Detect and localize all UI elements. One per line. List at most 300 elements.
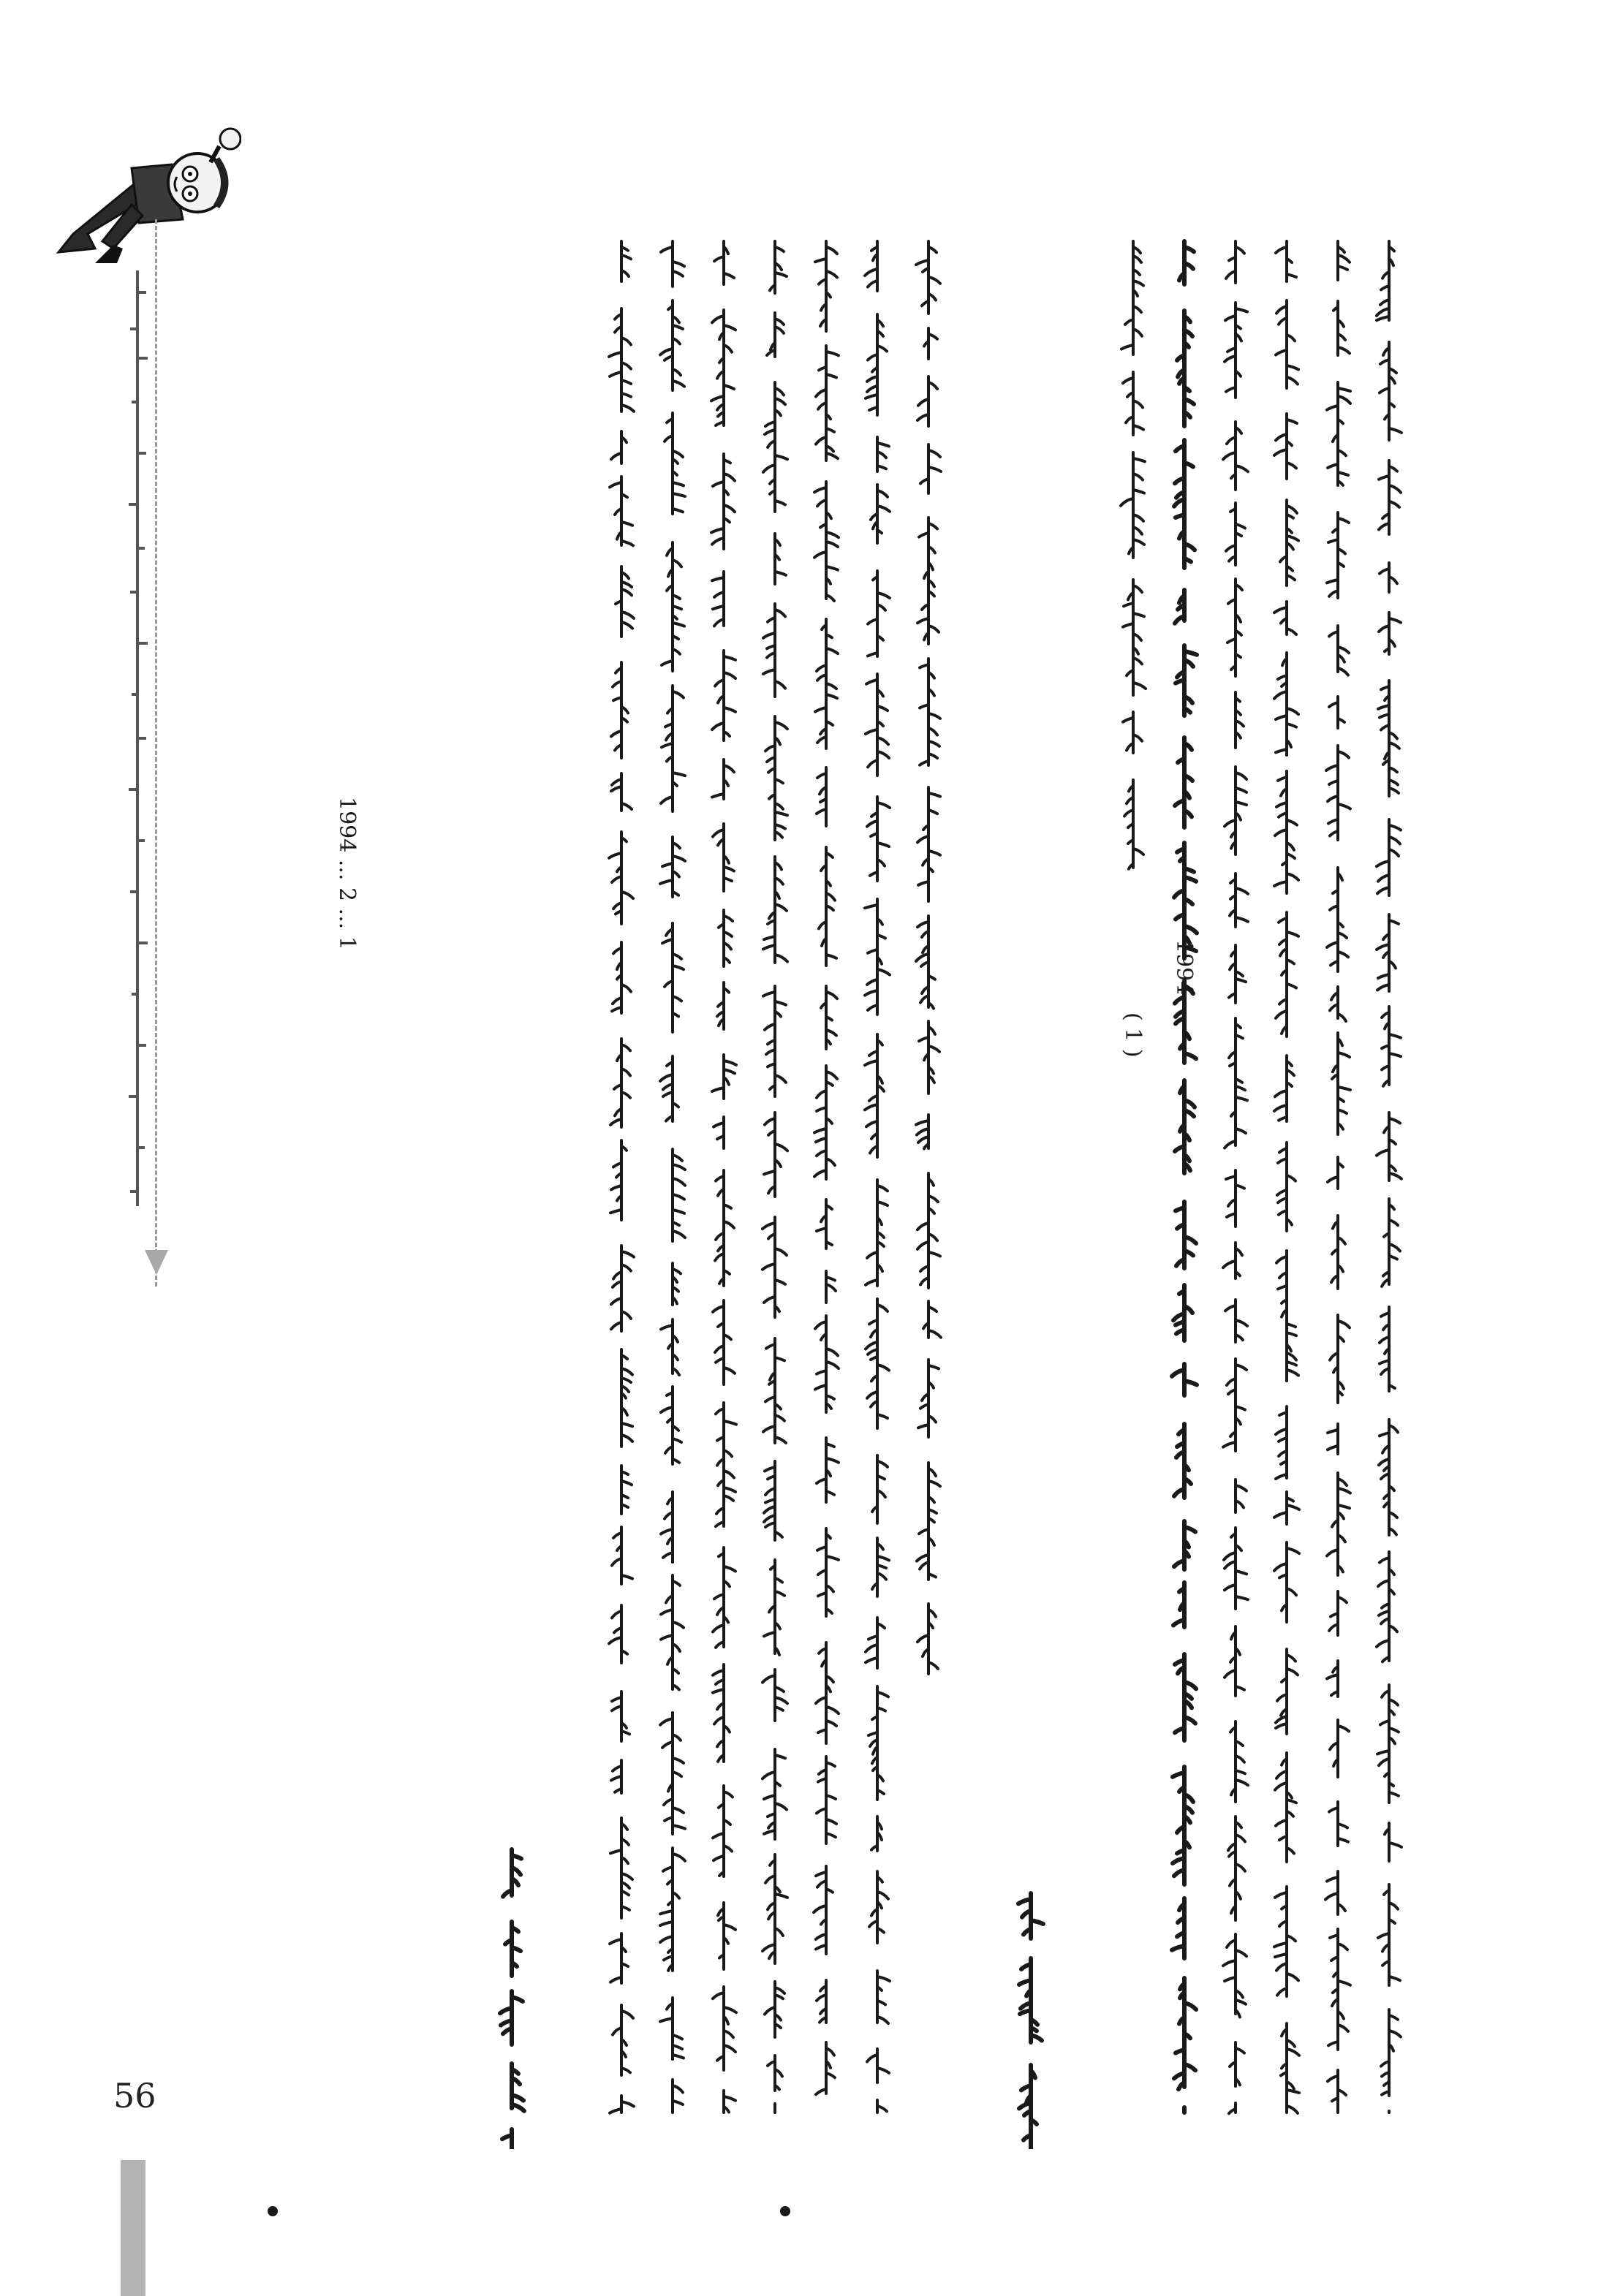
glyph-stroke xyxy=(1389,1244,1400,1251)
glyph-stroke xyxy=(1275,1783,1287,1790)
glyph-stroke xyxy=(1326,765,1338,770)
glyph-stroke xyxy=(1389,1173,1401,1179)
glyph-stroke xyxy=(1287,1669,1298,1675)
glyph-stroke xyxy=(1275,1954,1287,1957)
glyph-stroke xyxy=(713,606,724,609)
glyph-stroke xyxy=(1225,316,1236,320)
glyph-stroke xyxy=(775,681,785,689)
glyph-stroke xyxy=(866,1658,877,1662)
glyph-stroke xyxy=(814,1170,826,1177)
glyph-stroke xyxy=(611,1186,621,1189)
glyph-stroke xyxy=(826,567,838,570)
glyph-stroke xyxy=(1389,1053,1401,1056)
glyph-stroke xyxy=(621,405,634,412)
glyph-stroke xyxy=(775,955,787,962)
glyph-stroke xyxy=(816,2089,826,2094)
glyph-stroke xyxy=(1133,849,1143,855)
glyph-stroke xyxy=(1377,985,1389,990)
glyph-stroke xyxy=(1236,773,1246,779)
glyph-stroke xyxy=(1276,749,1287,752)
glyph-stroke xyxy=(673,1164,685,1170)
glyph-stroke xyxy=(775,610,785,616)
glyph-stroke xyxy=(1236,466,1248,471)
glyph-stroke xyxy=(867,821,877,827)
text-column xyxy=(763,241,787,2113)
glyph-stroke xyxy=(815,259,826,262)
glyph-stroke xyxy=(1225,356,1236,362)
glyph-stroke xyxy=(1133,613,1144,616)
glyph-stroke xyxy=(816,390,826,397)
glyph-stroke xyxy=(816,1945,826,1950)
glyph-stroke xyxy=(918,922,928,927)
glyph-stroke xyxy=(1377,887,1389,893)
glyph-stroke xyxy=(1328,1177,1338,1182)
glyph-stroke xyxy=(826,1362,839,1368)
glyph-stroke xyxy=(775,501,785,504)
glyph-stroke xyxy=(621,2011,633,2018)
glyph-stroke xyxy=(814,552,826,558)
glyph-stroke xyxy=(711,396,724,401)
glyph-stroke xyxy=(724,1925,735,1930)
glyph-stroke xyxy=(1338,1505,1350,1508)
glyph-stroke xyxy=(1276,803,1287,807)
glyph-stroke xyxy=(1327,942,1338,947)
glyph-stroke xyxy=(1378,1933,1389,1938)
glyph-stroke xyxy=(1276,1474,1287,1479)
text-column xyxy=(500,1849,524,2149)
glyph-stroke xyxy=(621,1435,632,1441)
glyph-stroke xyxy=(1236,2000,1246,2004)
glyph-stroke xyxy=(814,1906,826,1912)
glyph-stroke xyxy=(713,1306,724,1312)
glyph-stroke xyxy=(621,622,632,629)
glyph-stroke xyxy=(713,1993,724,1998)
glyph-stroke xyxy=(775,1697,787,1703)
date-fragment: 1994 ... 2 ... 1 xyxy=(334,797,360,950)
body-text-columns xyxy=(234,212,1404,2149)
glyph-stroke xyxy=(1377,1150,1389,1156)
glyph-stroke xyxy=(1225,1306,1236,1311)
glyph-stroke xyxy=(611,1322,621,1329)
glyph-stroke xyxy=(1379,476,1389,480)
glyph-stroke xyxy=(763,1426,775,1432)
glyph-stroke xyxy=(877,1461,888,1467)
text-column xyxy=(1377,241,1401,2113)
glyph-stroke xyxy=(610,1119,621,1125)
glyph-stroke xyxy=(1275,1893,1287,1898)
glyph-stroke xyxy=(621,589,632,595)
glyph-stroke xyxy=(1179,1291,1184,1294)
glyph-stroke xyxy=(1123,378,1133,383)
glyph-stroke xyxy=(928,467,941,471)
glyph-stroke xyxy=(775,812,787,815)
glyph-stroke xyxy=(1389,1118,1400,1123)
glyph-stroke xyxy=(609,853,621,858)
glyph-stroke xyxy=(724,867,734,871)
glyph-stroke xyxy=(1276,1257,1287,1263)
glyph-stroke xyxy=(713,1670,724,1675)
glyph-stroke xyxy=(673,2085,683,2092)
glyph-stroke xyxy=(1338,1053,1350,1057)
glyph-stroke xyxy=(1274,882,1287,886)
glyph-stroke xyxy=(621,2102,634,2107)
glyph-stroke xyxy=(775,1437,786,1443)
glyph-stroke xyxy=(775,398,785,404)
glyph-stroke xyxy=(724,385,734,389)
glyph-stroke xyxy=(826,1707,839,1713)
glyph-stroke xyxy=(877,843,889,846)
year-fragment: 1994 xyxy=(1171,939,1197,996)
bullet-dot xyxy=(268,2206,278,2216)
glyph-stroke xyxy=(1236,1485,1246,1491)
glyph-stroke xyxy=(724,505,735,512)
glyph-stroke xyxy=(1287,708,1298,714)
glyph-stroke xyxy=(1389,1034,1401,1038)
glyph-stroke xyxy=(1338,668,1348,675)
glyph-stroke xyxy=(673,1825,685,1829)
glyph-stroke xyxy=(816,1697,826,1703)
glyph-stroke xyxy=(673,1194,684,1200)
glyph-stroke xyxy=(1338,1321,1350,1327)
glyph-stroke xyxy=(662,1742,673,1748)
glyph-stroke xyxy=(877,1305,888,1311)
glyph-stroke xyxy=(867,2055,877,2061)
glyph-stroke xyxy=(866,730,877,734)
glyph-stroke xyxy=(867,1392,877,1398)
glyph-stroke xyxy=(1377,944,1389,950)
glyph-stroke xyxy=(621,1423,632,1426)
glyph-stroke xyxy=(1389,428,1401,433)
glyph-stroke xyxy=(877,1892,888,1899)
glyph-stroke xyxy=(1276,247,1287,253)
glyph-stroke xyxy=(775,1755,785,1758)
glyph-stroke xyxy=(673,493,685,496)
glyph-stroke xyxy=(724,2096,735,2101)
glyph-stroke xyxy=(1338,751,1349,757)
glyph-stroke xyxy=(1225,1561,1236,1569)
glyph-stroke xyxy=(661,1407,673,1412)
glyph-stroke xyxy=(662,661,673,665)
glyph-stroke xyxy=(1379,523,1389,529)
glyph-stroke xyxy=(1176,515,1184,518)
glyph-stroke xyxy=(1338,1726,1349,1731)
glyph-stroke xyxy=(1287,2106,1298,2113)
glyph-stroke xyxy=(877,706,888,711)
header-dashed-rule xyxy=(155,219,157,1287)
parenthetical-1: ( 1 ) xyxy=(1120,1012,1146,1058)
glyph-stroke xyxy=(764,1507,775,1513)
glyph-stroke xyxy=(661,1325,673,1329)
glyph-stroke xyxy=(610,1850,621,1853)
glyph-stroke xyxy=(775,1249,787,1255)
glyph-stroke xyxy=(1389,743,1399,749)
glyph-stroke xyxy=(826,542,838,547)
text-column xyxy=(1172,241,1197,2113)
glyph-stroke xyxy=(877,803,890,808)
glyph-stroke xyxy=(1327,406,1338,410)
glyph-stroke xyxy=(1276,350,1287,355)
glyph-stroke xyxy=(867,1252,877,1258)
glyph-stroke xyxy=(1338,518,1349,523)
glyph-stroke xyxy=(916,954,928,961)
glyph-stroke xyxy=(1121,345,1133,349)
glyph-stroke xyxy=(662,743,673,747)
glyph-stroke xyxy=(1287,377,1298,384)
glyph-stroke xyxy=(775,455,787,459)
glyph-stroke xyxy=(877,1977,890,1981)
glyph-stroke xyxy=(673,856,685,861)
glyph-stroke xyxy=(763,1772,775,1778)
glyph-stroke xyxy=(816,1934,826,1939)
glyph-stroke xyxy=(610,1939,621,1944)
glyph-stroke xyxy=(1223,1261,1236,1268)
glyph-stroke xyxy=(816,437,826,444)
glyph-stroke xyxy=(1287,365,1298,369)
glyph-stroke xyxy=(816,1872,826,1876)
text-column xyxy=(711,241,736,2113)
glyph-stroke xyxy=(611,1298,621,1304)
glyph-stroke xyxy=(928,626,939,632)
glyph-stroke xyxy=(621,612,634,618)
glyph-stroke xyxy=(661,247,673,252)
glyph-stroke xyxy=(660,1075,673,1081)
glyph-stroke xyxy=(928,713,940,719)
glyph-stroke xyxy=(865,990,877,996)
glyph-stroke xyxy=(1236,308,1247,311)
glyph-stroke xyxy=(866,1280,877,1285)
glyph-stroke xyxy=(1338,1488,1350,1493)
glyph-stroke xyxy=(621,803,632,809)
glyph-stroke xyxy=(764,1795,775,1799)
glyph-stroke xyxy=(866,680,877,684)
glyph-stroke xyxy=(660,1922,673,1925)
glyph-stroke xyxy=(661,1610,673,1615)
glyph-stroke xyxy=(1274,1943,1287,1947)
glyph-stroke xyxy=(1287,874,1298,880)
glyph-stroke xyxy=(621,541,633,545)
glyph-stroke xyxy=(712,723,724,730)
glyph-stroke xyxy=(1327,1877,1338,1882)
glyph-stroke xyxy=(1287,820,1297,825)
glyph-stroke xyxy=(1378,1580,1389,1586)
glyph-stroke xyxy=(775,1803,787,1810)
glyph-stroke xyxy=(621,1368,632,1375)
glyph-stroke xyxy=(621,1575,632,1579)
text-column xyxy=(1325,241,1350,2113)
glyph-stroke xyxy=(917,1129,928,1135)
glyph-stroke xyxy=(764,1297,775,1303)
glyph-stroke xyxy=(763,670,775,674)
glyph-stroke xyxy=(763,945,775,950)
glyph-stroke xyxy=(1223,1960,1236,1966)
glyph-stroke xyxy=(1276,1820,1287,1826)
glyph-stroke xyxy=(765,430,775,434)
glyph-stroke xyxy=(1327,580,1338,583)
glyph-stroke xyxy=(621,1873,632,1879)
glyph-stroke xyxy=(1031,2028,1037,2031)
glyph-stroke xyxy=(1328,464,1338,468)
glyph-stroke xyxy=(826,1349,838,1355)
glyph-stroke xyxy=(1338,2025,1348,2031)
glyph-stroke xyxy=(1236,1129,1246,1133)
glyph-stroke xyxy=(1287,536,1298,541)
glyph-stroke xyxy=(712,794,724,797)
glyph-stroke xyxy=(877,1202,888,1205)
glyph-stroke xyxy=(621,1251,634,1257)
glyph-stroke xyxy=(609,1637,621,1643)
glyph-stroke xyxy=(673,271,683,276)
glyph-stroke xyxy=(918,1242,928,1249)
glyph-stroke xyxy=(1389,501,1399,507)
glyph-stroke xyxy=(1287,506,1297,513)
glyph-stroke xyxy=(661,1635,673,1640)
glyph-stroke xyxy=(764,1171,775,1175)
glyph-stroke xyxy=(673,773,685,776)
glyph-stroke xyxy=(1276,1963,1287,1971)
glyph-stroke xyxy=(1338,396,1350,403)
glyph-stroke xyxy=(724,2007,736,2012)
glyph-stroke xyxy=(712,538,724,545)
header-arrow-marker xyxy=(145,1250,168,1275)
glyph-stroke xyxy=(775,825,785,829)
glyph-stroke xyxy=(867,376,877,382)
glyph-stroke xyxy=(673,623,684,626)
glyph-stroke xyxy=(673,451,683,457)
glyph-stroke xyxy=(763,1944,775,1951)
glyph-stroke xyxy=(826,648,838,653)
glyph-stroke xyxy=(1338,804,1350,808)
glyph-stroke xyxy=(1276,306,1287,314)
glyph-stroke xyxy=(1236,1950,1246,1956)
glyph-stroke xyxy=(673,381,684,387)
glyph-stroke xyxy=(610,482,621,487)
glyph-stroke xyxy=(1389,485,1401,493)
text-column xyxy=(1018,1893,1043,2149)
glyph-stroke xyxy=(1236,917,1248,922)
glyph-stroke xyxy=(865,1061,877,1065)
glyph-stroke xyxy=(1225,820,1236,826)
glyph-stroke xyxy=(826,374,836,377)
glyph-stroke xyxy=(712,577,724,580)
glyph-stroke xyxy=(826,532,839,537)
text-column xyxy=(1274,241,1299,2113)
glyph-stroke xyxy=(673,482,684,485)
glyph-stroke xyxy=(877,506,890,512)
glyph-stroke xyxy=(713,1625,724,1632)
glyph-stroke xyxy=(660,2018,673,2021)
glyph-stroke xyxy=(1224,1553,1236,1560)
glyph-stroke xyxy=(724,1471,734,1478)
glyph-stroke xyxy=(826,694,837,698)
glyph-stroke xyxy=(711,528,724,532)
glyph-stroke xyxy=(660,1911,673,1914)
glyph-stroke xyxy=(865,905,877,908)
glyph-stroke xyxy=(724,2045,735,2052)
glyph-stroke xyxy=(1338,388,1350,391)
glyph-stroke xyxy=(775,273,787,276)
glyph-stroke xyxy=(724,1221,734,1228)
glyph-stroke xyxy=(610,1210,621,1213)
glyph-stroke xyxy=(673,1854,685,1861)
glyph-stroke xyxy=(1275,1091,1287,1096)
glyph-stroke xyxy=(673,1808,684,1813)
glyph-stroke xyxy=(1133,515,1143,521)
glyph-stroke xyxy=(1287,1505,1299,1509)
glyph-stroke xyxy=(1223,1442,1236,1447)
glyph-stroke xyxy=(814,488,826,492)
glyph-stroke xyxy=(867,386,877,392)
glyph-stroke xyxy=(1287,1548,1299,1553)
glyph-stroke xyxy=(1225,1670,1236,1678)
glyph-stroke xyxy=(1236,1571,1246,1574)
glyph-stroke xyxy=(928,450,940,457)
glyph-stroke xyxy=(1389,825,1401,830)
glyph-stroke xyxy=(1276,434,1287,440)
glyph-stroke xyxy=(1276,1771,1287,1778)
glyph-stroke xyxy=(1377,861,1389,866)
mascot-illustration xyxy=(44,124,241,270)
glyph-stroke xyxy=(1223,452,1236,459)
glyph-stroke xyxy=(1378,705,1389,709)
glyph-stroke xyxy=(1236,1320,1247,1326)
glyph-stroke xyxy=(724,765,734,772)
glyph-stroke xyxy=(826,1072,837,1079)
glyph-stroke xyxy=(673,509,683,512)
glyph-stroke xyxy=(775,572,786,575)
glyph-stroke xyxy=(1389,1843,1401,1847)
page-side-tab xyxy=(121,2160,145,2296)
glyph-stroke xyxy=(866,1645,877,1652)
glyph-stroke xyxy=(1377,1751,1389,1754)
glyph-stroke xyxy=(1328,1430,1338,1433)
glyph-stroke xyxy=(928,1252,940,1256)
glyph-stroke xyxy=(621,582,632,587)
glyph-stroke xyxy=(918,618,928,623)
glyph-stroke xyxy=(775,904,787,911)
glyph-stroke xyxy=(763,1264,775,1270)
glyph-stroke xyxy=(763,1223,775,1229)
glyph-stroke xyxy=(673,692,684,697)
glyph-stroke xyxy=(918,399,928,406)
glyph-stroke xyxy=(673,262,684,266)
glyph-stroke xyxy=(764,1515,775,1522)
glyph-stroke xyxy=(918,1635,928,1642)
glyph-stroke xyxy=(1389,2031,1401,2037)
glyph-stroke xyxy=(826,992,837,999)
glyph-stroke xyxy=(1276,1011,1287,1018)
glyph-stroke xyxy=(877,738,888,744)
glyph-stroke xyxy=(660,1719,673,1725)
glyph-stroke xyxy=(764,936,775,939)
glyph-stroke xyxy=(1328,1446,1338,1450)
glyph-stroke xyxy=(724,708,735,712)
glyph-stroke xyxy=(673,1758,684,1763)
glyph-stroke xyxy=(1236,888,1248,894)
glyph-stroke xyxy=(611,453,621,459)
glyph-stroke xyxy=(1275,830,1287,836)
glyph-stroke xyxy=(815,1322,826,1329)
text-column xyxy=(1223,241,1248,2113)
glyph-stroke xyxy=(1377,317,1389,320)
glyph-stroke xyxy=(724,1061,736,1065)
glyph-stroke xyxy=(713,1689,724,1693)
glyph-stroke xyxy=(673,966,684,969)
glyph-stroke xyxy=(713,830,724,837)
glyph-stroke xyxy=(621,892,633,898)
glyph-stroke xyxy=(918,1137,928,1143)
glyph-stroke xyxy=(1236,1596,1248,1599)
glyph-stroke xyxy=(917,1555,928,1561)
